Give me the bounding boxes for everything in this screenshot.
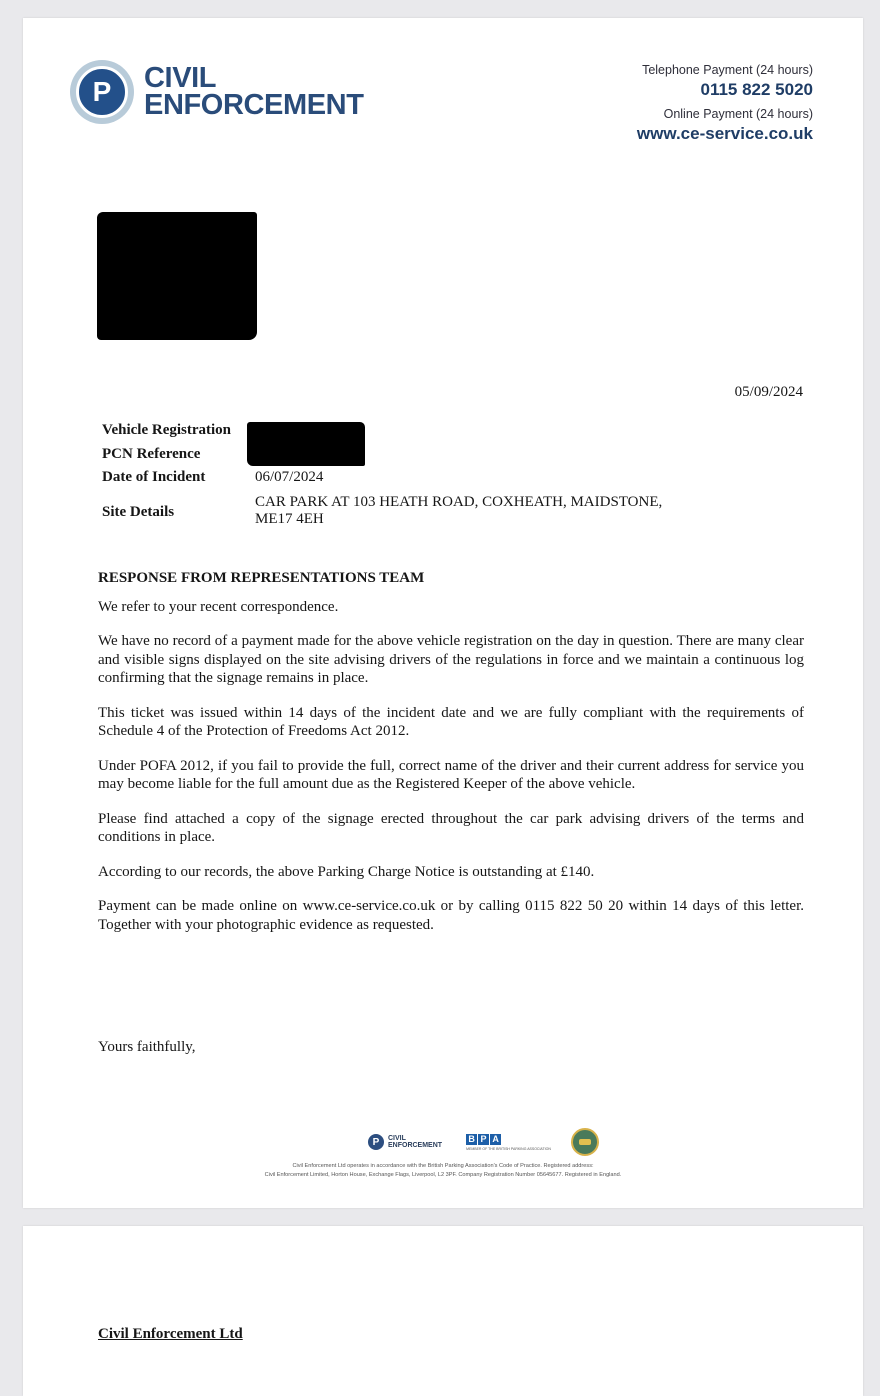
company-signature: Civil Enforcement Ltd [98, 1326, 243, 1342]
ref-label: Site Details [102, 504, 175, 520]
paragraph: Payment can be made online on www.ce-service.co.uk or by calling 0115 822 50 20 within 14 days of this letter. Together with your photographic evidence as requested. [98, 898, 804, 933]
site-line-1: CAR PARK AT 103 HEATH ROAD, COXHEATH, MAIDSTONE, [255, 494, 663, 510]
redacted-reference-values [247, 422, 365, 466]
paragraph: According to our records, the above Parking Charge Notice is outstanding at £140. [98, 863, 595, 880]
bpa-subtitle: MEMBER OF THE BRITISH PARKING ASSOCIATION [466, 1146, 551, 1151]
letter-page-1 [23, 18, 863, 1208]
paragraph: Under POFA 2012, if you fail to provide the full, correct name of the driver and their current address for service you may become liable for the full amount due as the Registered Keeper of the above vehicle. [98, 757, 804, 792]
approved-operator-seal-icon [571, 1128, 599, 1156]
phone-number: 0115 822 5020 [700, 80, 813, 99]
company-logo [70, 60, 364, 124]
logo-letter: P [92, 76, 112, 107]
paragraph: We have no record of a payment made for the above vehicle registration on the day in question. There are many clear and visible signs displayed on the site advising drivers of the regulations in force and we maintain a continuous log confirming that the signage remains in place. [98, 633, 804, 686]
parking-p-icon [70, 60, 134, 124]
footer-company-logo [368, 1134, 442, 1150]
letter-heading: RESPONSE FROM REPRESENTATIONS TEAM [98, 570, 425, 586]
paragraph: Please find attached a copy of the signage erected throughout the car park advising drivers of the terms and conditions in place. [98, 810, 804, 845]
signoff: Yours faithfully, [98, 1039, 196, 1055]
ref-label: Vehicle Registration [102, 422, 232, 438]
website-link[interactable]: www.ce-service.co.uk [636, 124, 813, 143]
letter-body [98, 569, 804, 950]
mini-logo-line-1: CIVIL [388, 1135, 406, 1142]
footer-note-line-1: Civil Enforcement Ltd operates in accordance with the British Parking Association's Code of Practice. Registered address: [292, 1163, 594, 1169]
payment-contact [637, 62, 813, 150]
ref-label: PCN Reference [102, 446, 201, 462]
letter-date: 05/09/2024 [734, 384, 803, 400]
phone-label: Telephone Payment (24 hours) [642, 63, 813, 77]
bpa-logo: B P A MEMBER OF THE BRITISH PARKING ASSOCIATION [466, 1133, 551, 1151]
site-line-2: ME17 4EH [255, 511, 324, 527]
ref-value: 06/07/2024 [255, 469, 324, 485]
letter-page-2 [23, 1226, 863, 1396]
paragraph: This ticket was issued within 14 days of the incident date and we are fully compliant with the requirements of Schedule 4 of the Protection of Freedoms Act 2012. [98, 704, 804, 739]
logo-wordmark [144, 62, 364, 121]
logo-line-1: CIVIL [144, 62, 217, 94]
mini-logo-line-2: ENFORCEMENT [388, 1142, 443, 1149]
ref-label: Date of Incident [102, 469, 206, 485]
logo-line-2: ENFORCEMENT [144, 89, 364, 121]
footer-note-line-2: Civil Enforcement Limited, Horton House, Exchange Flags, Liverpool, L2 3PF. Company Registration Number 05645677. Registered in England. [264, 1172, 622, 1178]
online-label: Online Payment (24 hours) [663, 107, 813, 121]
paragraph: We refer to your recent correspondence. [98, 598, 339, 615]
footer-legal-note [23, 1162, 863, 1180]
ref-value-site [255, 494, 662, 528]
parking-p-icon: P [368, 1134, 384, 1150]
redacted-address-block [97, 212, 257, 340]
footer-logos [368, 1128, 599, 1156]
